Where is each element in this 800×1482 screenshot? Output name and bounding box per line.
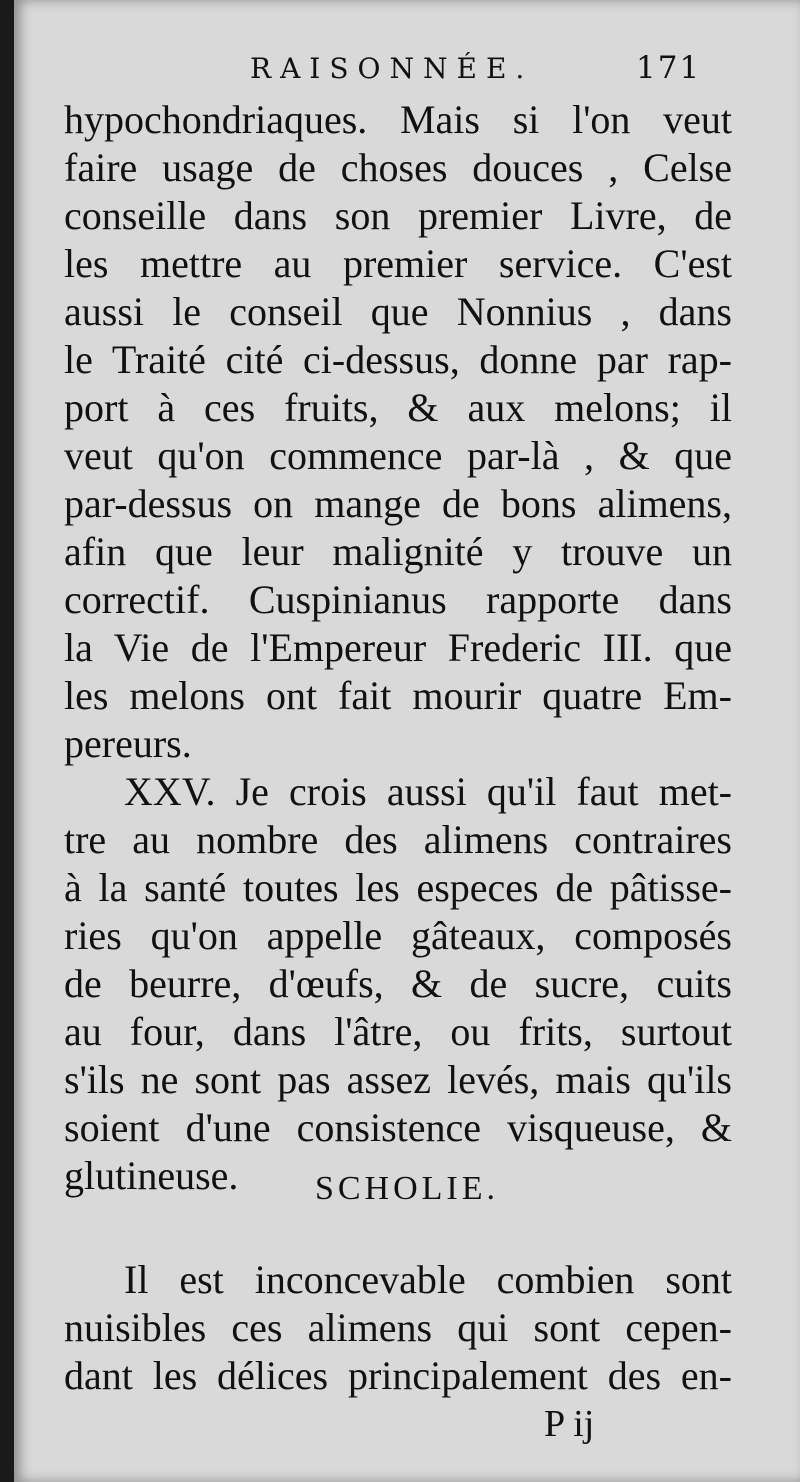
text-line: conseille dans son premier Livre, de	[64, 193, 732, 238]
text-line: aussi le conseil que Nonnius , dans	[64, 289, 732, 334]
text-line: le Traité cité ci-dessus, donne par rap-	[64, 337, 732, 382]
text-line: les melons ont fait mourir quatre Em-	[64, 673, 732, 718]
text-line: soient d'une consistence visqueuse, &	[64, 1105, 732, 1150]
text-line: nuisibles ces alimens qui sont cepen-	[64, 1305, 732, 1350]
text-line: correctif. Cuspinianus rapporte dans	[64, 577, 732, 622]
page-header	[14, 50, 800, 90]
text-line: les mettre au premier service. C'est	[64, 241, 732, 286]
text-line: à la santé toutes les especes de pâtisse-	[64, 865, 732, 910]
text-line: ries qu'on appelle gâteaux, composés	[64, 913, 732, 958]
text-line: pereurs.	[64, 721, 192, 766]
text-line: s'ils ne sont pas assez levés, mais qu'ils	[64, 1057, 732, 1102]
text-line: au four, dans l'âtre, ou frits, surtout	[64, 1009, 732, 1054]
text-line: port à ces fruits, & aux melons; il	[64, 385, 732, 430]
text-line: glutineuse.	[64, 1153, 239, 1198]
text-line: dant les délices principalement des en-	[64, 1353, 732, 1398]
text-line: de beurre, d'œufs, & de sucre, cuits	[64, 961, 732, 1006]
text-line: tre au nombre des alimens contraires	[64, 817, 732, 862]
text-line: hypochondriaques. Mais si l'on veut	[64, 97, 732, 142]
text-line: afin que leur malignité y trouve un	[64, 529, 732, 574]
section-heading: SCHOLIE.	[314, 1170, 500, 1207]
text-line: XXV. Je crois aussi qu'il faut met-	[124, 769, 732, 814]
page-number: 171	[636, 50, 702, 86]
running-head: RAISONNÉE.	[250, 52, 534, 85]
text-line: faire usage de choses douces , Celse	[64, 145, 732, 190]
book-page	[14, 0, 800, 1482]
text-line: veut qu'on commence par-là , & que	[64, 433, 732, 478]
text-line: la Vie de l'Empereur Frederic III. que	[64, 625, 732, 670]
signature-mark: P ij	[544, 1403, 595, 1445]
text-line: Il est inconcevable combien sont	[124, 1257, 732, 1302]
text-line: par-dessus on mange de bons alimens,	[64, 481, 732, 526]
